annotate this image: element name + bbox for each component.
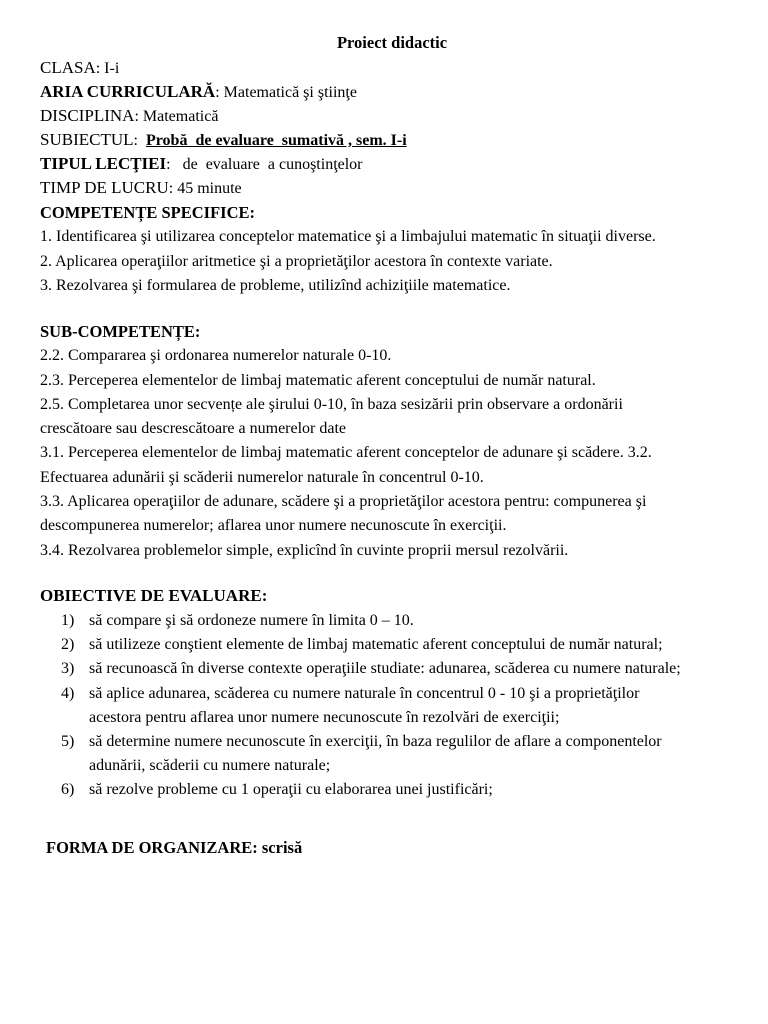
- subcompetenta-line: 2.3. Perceperea elementelor de limbaj matematic aferent conceptului de număr natural.: [40, 371, 596, 389]
- obiectiv-number: 2): [61, 636, 75, 654]
- clasa-value: : I-i: [95, 60, 120, 77]
- timp-label: TIMP DE LUCRU: [40, 178, 169, 197]
- obiectiv-number: 6): [61, 781, 75, 799]
- subcompetenta-line: 2.2. Compararea şi ordonarea numerelor naturale 0-10.: [40, 347, 392, 365]
- subcompetente-section: [40, 320, 765, 563]
- subcompetenta-line: Efectuarea adunării şi scăderii numerelor naturale în concentrul 0-10.: [40, 468, 484, 486]
- obiectiv-number: 3): [61, 660, 75, 678]
- competenta-item: 2. Aplicarea operaţiilor aritmetice şi a proprietăţilor acestora în contexte variate.: [40, 252, 553, 270]
- timp-line: [40, 176, 760, 200]
- subcompetenta-line: 3.1. Perceperea elementelor de limbaj matematic aferent conceptelor de adunare şi scădere. 3.2.: [40, 444, 652, 462]
- subiectul-value: Probă de evaluare sumativă , sem. I-i: [145, 132, 407, 149]
- tipul-value: : de evaluare a cunoştinţelor: [166, 156, 363, 173]
- tipul-line: [40, 152, 760, 176]
- obiectiv-item: [61, 730, 765, 778]
- aria-label: ARIA CURRICULARĂ: [40, 82, 216, 101]
- obiectiv-text: să aplice adunarea, scăderea cu numere naturale în concentrul 0 - 10 şi a proprietăţilor: [89, 684, 640, 702]
- aria-line: [40, 80, 760, 104]
- subcompetenta-line: descompunerea numerelor; aflarea unor numere necunoscute în exerciţii.: [40, 517, 507, 535]
- competenta-item: 3. Rezolvarea şi formularea de probleme, utilizînd achiziţiile matematice.: [40, 276, 511, 294]
- disciplina-label: DISCIPLINA: [40, 106, 135, 125]
- obiectiv-text-continued: adunării, scăderii cu numere naturale;: [89, 757, 331, 775]
- subcompetenta-line: crescătoare sau descrescătoare a numerelor date: [40, 420, 347, 438]
- obiectiv-text: să recunoască în diverse contexte operaţiile studiate: adunarea, scăderea cu numere naturale;: [89, 660, 681, 678]
- competente-section: [40, 201, 765, 298]
- obiectiv-text: să utilizeze conştient elemente de limbaj matematic aferent conceptului de număr natural;: [89, 636, 663, 654]
- obiectiv-item: [61, 778, 765, 802]
- obiectiv-number: 4): [61, 684, 75, 702]
- forma-organizare: FORMA DE ORGANIZARE: scrisă: [46, 838, 303, 857]
- obiectiv-item: [61, 682, 765, 730]
- document-title: Proiect didactic: [336, 33, 448, 52]
- obiective-heading: OBIECTIVE DE EVALUARE:: [40, 586, 268, 605]
- clasa-label: CLASA: [40, 58, 96, 77]
- obiectiv-text: să determine numere necunoscute în exerciţii, în baza regulilor de aflare a componentelor: [89, 733, 662, 751]
- obiectiv-item: [61, 657, 765, 681]
- disciplina-value: : Matematică: [134, 108, 219, 125]
- obiectiv-number: 1): [61, 612, 75, 629]
- timp-value: : 45 minute: [168, 180, 242, 197]
- obiectiv-text: să compare şi să ordoneze numere în limita 0 – 10.: [89, 612, 414, 629]
- subcompetenta-line: 2.5. Completarea unor secvențe ale şirului 0-10, în baza sesizării prin observare a ordonării: [40, 395, 623, 413]
- subiectul-label: SUBIECTUL: [40, 130, 134, 149]
- obiectiv-item: [61, 633, 765, 657]
- subiectul-separator: :: [133, 132, 146, 149]
- competenta-item: 1. Identificarea şi utilizarea conceptelor matematice şi a limbajului matematic în situaţii diverse.: [40, 228, 656, 246]
- obiectiv-item: [61, 609, 765, 633]
- obiective-section: [40, 583, 765, 803]
- subcompetente-heading: SUB-COMPETENȚE:: [40, 322, 201, 341]
- competente-heading: COMPETENȚE SPECIFICE:: [40, 203, 255, 222]
- lesson-header: [40, 56, 760, 200]
- aria-value: : Matematică şi ştiinţe: [215, 84, 357, 101]
- obiective-list: [40, 609, 765, 803]
- clasa-line: [40, 56, 760, 80]
- tipul-label: TIPUL LECŢIEI: [40, 154, 167, 173]
- obiectiv-number: 5): [61, 733, 75, 751]
- subiectul-line: [40, 128, 760, 152]
- subcompetenta-line: 3.3. Aplicarea operaţiilor de adunare, scădere şi a proprietăţilor acestora pentru: compunerea şi: [40, 493, 647, 511]
- disciplina-line: [40, 104, 760, 128]
- obiectiv-text-continued: acestora pentru aflarea unor numere necunoscute în rezolvări de exerciţii;: [89, 708, 560, 726]
- subcompetenta-line: 3.4. Rezolvarea problemelor simple, explicînd în cuvinte proprii mersul rezolvării.: [40, 541, 569, 559]
- obiectiv-text: să rezolve probleme cu 1 operaţii cu elaborarea unei justificări;: [89, 781, 493, 799]
